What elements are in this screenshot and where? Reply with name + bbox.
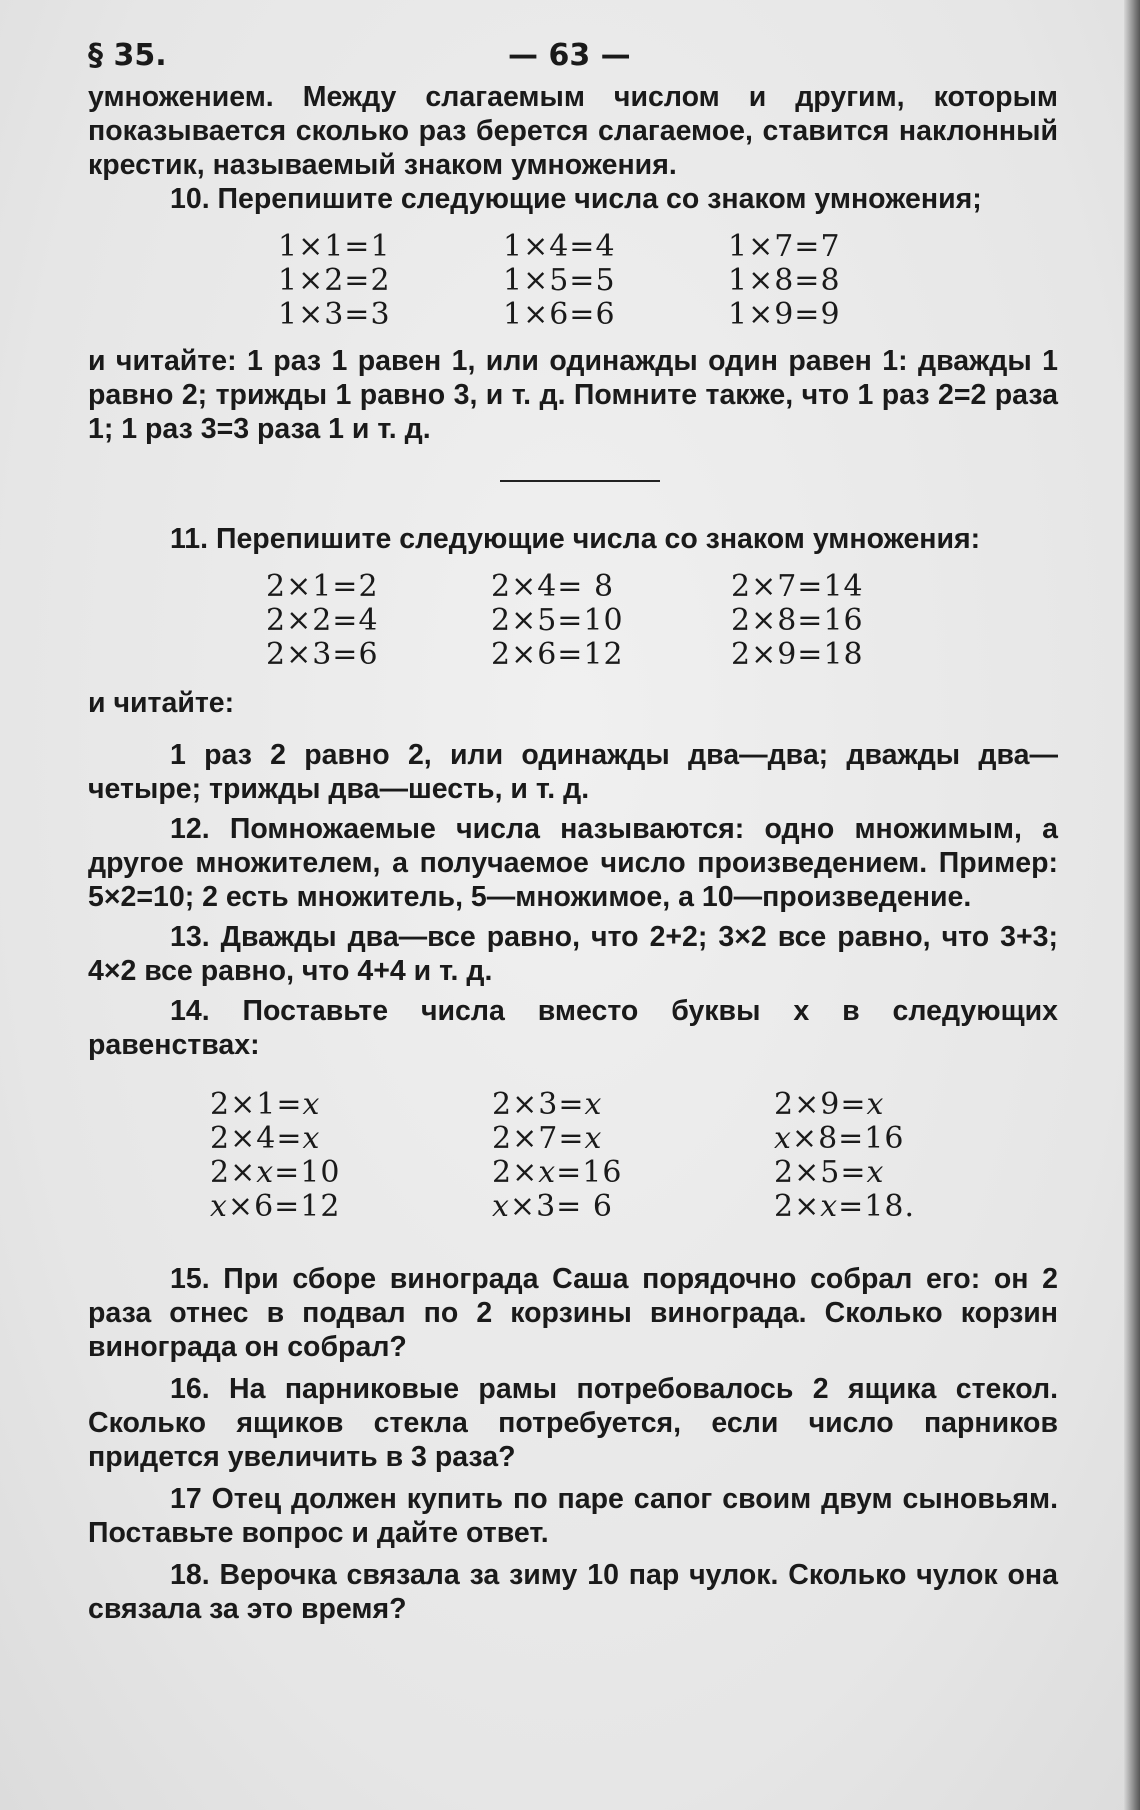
- exercise-number: 10.: [170, 183, 210, 215]
- equation: 1×4=4: [503, 229, 616, 264]
- exercise-11-reading: 1 раз 2 равно 2, или одинажды два—два; дважды два—четыре; трижды два—шесть, и т. д.: [88, 739, 1058, 805]
- equation: 2×6=12: [491, 637, 624, 672]
- equation: x×8=16: [774, 1121, 905, 1156]
- equation: 1×9=9: [728, 297, 841, 332]
- exercise-10-equations: [278, 230, 1058, 332]
- exercise-15: [88, 1262, 1058, 1364]
- equation: 1×8=8: [728, 263, 841, 298]
- equation: 2×7=x: [492, 1121, 603, 1156]
- exercise-10-task: [88, 182, 1058, 216]
- equation: 2×9=x: [774, 1087, 885, 1122]
- exercise-14-equations: [210, 1088, 1058, 1224]
- exercise-text: На парниковые рамы потребовалось 2 ящика стекол. Сколько ящиков стекла потребуется, если число парников придется увеличить в 3 раза?: [88, 1373, 1058, 1473]
- equation: x×3= 6: [492, 1189, 613, 1224]
- exercise-number: 17: [170, 1483, 202, 1515]
- equation: 2×3=6: [266, 637, 379, 672]
- exercise-text: Отец должен купить по паре сапог своим двум сыновьям. Поставьте вопрос и дайте ответ.: [88, 1483, 1058, 1549]
- exercise-text: Помножаемые числа называются: одно множимым, а другое множителем, а получаемое число произведением. Пример: 5×2=10; 2 есть множитель, 5—множимое, а 10—произведение.: [88, 813, 1059, 913]
- page-edge-shadow: [1124, 0, 1140, 1810]
- equation: 2×7=14: [731, 569, 864, 604]
- section-number: § 35.: [88, 38, 167, 73]
- exercise-16: [88, 1372, 1058, 1474]
- equation: 2×2=4: [266, 603, 379, 638]
- exercise-number: 11.: [170, 523, 209, 555]
- exercise-13: [88, 920, 1058, 988]
- equation: 2×8=16: [731, 603, 864, 638]
- equation: 1×3=3: [278, 297, 391, 332]
- exercise-11-read-label: и читайте:: [88, 687, 235, 719]
- exercise-text: При сборе винограда Саша порядочно собрал его: он 2 раза отнес в подвал по 2 корзины винограда. Сколько корзин винограда он собрал?: [88, 1263, 1058, 1363]
- intro-paragraph: умножением. Между слагаемым числом и другим, которым показывается сколько раз берется слагаемое, ставится наклонный крестик, называемый знаком умножения.: [88, 81, 1058, 181]
- equation: 2×1=x: [210, 1087, 321, 1122]
- exercise-text: Поставьте числа вместо буквы x в следующих равенствах:: [88, 995, 1058, 1061]
- exercise-10-reading: и читайте: 1 раз 1 равен 1, или одинажды один равен 1: дважды 1 равно 2; трижды 1 равно 3, и т. д. Помните также, что 1 раз 2=2 раза 1; 1 раз 3=3 раза 1 и т. д.: [88, 345, 1058, 445]
- exercise-text: Дважды два—все равно, что 2+2; 3×2 все равно, что 3+3; 4×2 все равно, что 4+4 и т. д.: [88, 921, 1058, 987]
- equation: 2×x=16: [492, 1155, 623, 1190]
- exercise-text: Верочка связала за зиму 10 пар чулок. Сколько чулок она связала за это время?: [88, 1559, 1058, 1625]
- exercise-number: 18.: [170, 1559, 210, 1591]
- equation: 2×4= 8: [491, 569, 615, 604]
- exercise-number: 16.: [170, 1373, 210, 1405]
- page-number: — 63 —: [508, 38, 631, 73]
- page-header: [88, 38, 1058, 80]
- equation: 2×x=10: [210, 1155, 341, 1190]
- exercise-number: 14.: [170, 995, 210, 1027]
- equation: 2×4=x: [210, 1121, 321, 1156]
- exercise-11-task: [88, 522, 1058, 556]
- exercise-text: Перепишите следующие числа со знаком умножения;: [217, 183, 982, 215]
- equation: 1×7=7: [728, 229, 841, 264]
- exercise-11-equations: [266, 570, 1058, 672]
- equation: 2×1=2: [266, 569, 379, 604]
- exercise-number: 15.: [170, 1263, 210, 1295]
- exercise-18: [88, 1558, 1058, 1626]
- exercise-14: [88, 994, 1058, 1062]
- equation: 2×3=x: [492, 1087, 603, 1122]
- exercise-text: Перепишите следующие числа со знаком умножения:: [215, 523, 981, 555]
- exercise-number: 13.: [170, 921, 210, 953]
- equation: 1×5=5: [503, 263, 616, 298]
- equation: 1×6=6: [503, 297, 616, 332]
- exercise-number: 12.: [170, 813, 210, 845]
- equation: x×6=12: [210, 1189, 341, 1224]
- exercise-12: [88, 812, 1058, 914]
- equation: 1×2=2: [278, 263, 391, 298]
- equation: 2×x=18.: [774, 1189, 916, 1224]
- equation: 1×1=1: [278, 229, 391, 264]
- equation: 2×5=10: [491, 603, 624, 638]
- equation: 2×9=18: [731, 637, 864, 672]
- section-divider: [500, 480, 660, 482]
- equation: 2×5=x: [774, 1155, 885, 1190]
- exercise-17: [88, 1482, 1058, 1550]
